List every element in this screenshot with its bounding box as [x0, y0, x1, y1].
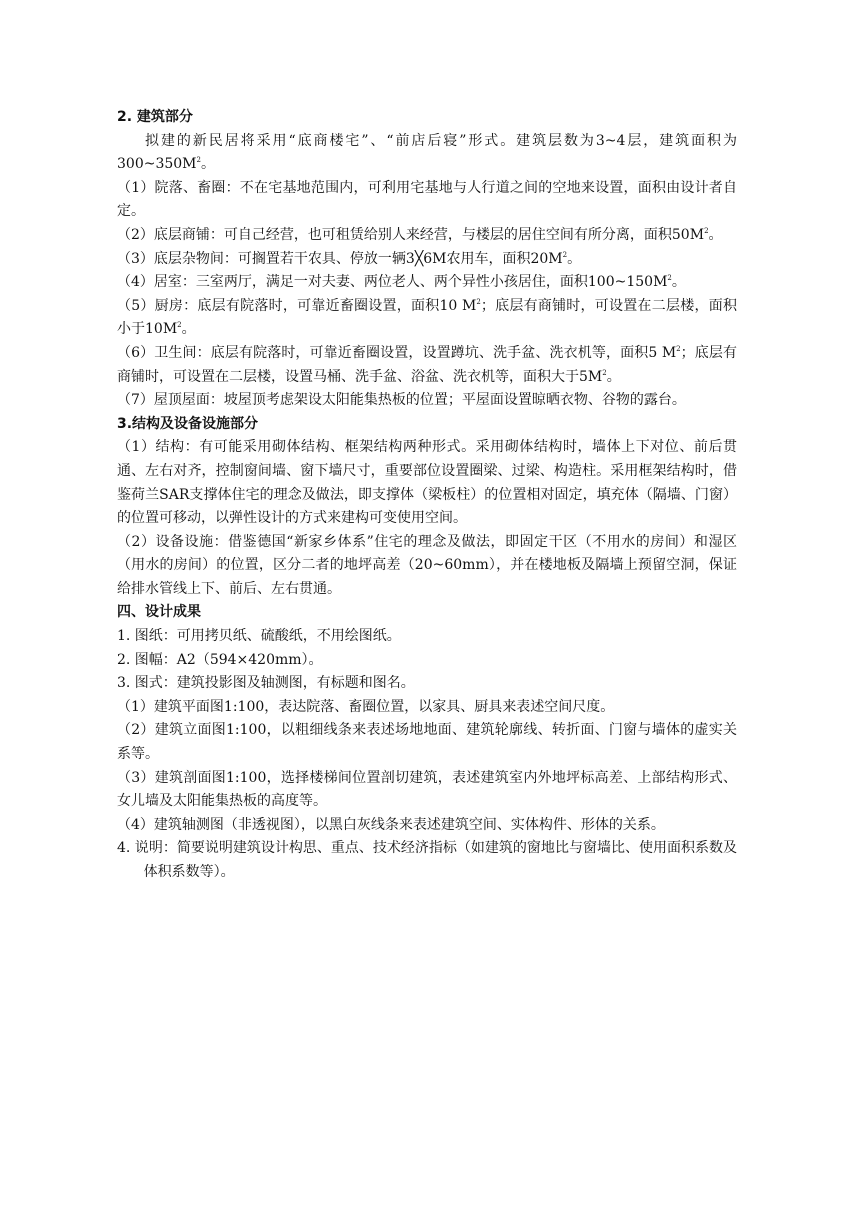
paragraph	[117, 531, 737, 602]
superscript: 2	[704, 226, 709, 235]
superscript: 2	[177, 321, 182, 330]
text-run: （2）底层商铺：可自己经营，也可租赁给别人来经营，与楼层的居住空间有所分离，面积50M	[117, 226, 705, 243]
paragraph	[117, 130, 737, 177]
text-run: （3）底层杂物间：可搁置若干农具、停放一辆3╳6M农用车，面积20M	[117, 250, 563, 267]
text-run: 。	[567, 250, 582, 267]
text-run: 。	[671, 274, 686, 291]
text-run: ；底层有商铺时，可设置在二层楼，面积小于10M	[117, 297, 737, 338]
paragraph	[117, 625, 737, 649]
superscript: 2	[676, 344, 681, 353]
text-run: （2）建筑立面图1:100，以粗细线条来表述场地地面、建筑轮廓线、转折面、门窗与墙体的虚实关系等。	[117, 722, 737, 763]
paragraph	[117, 389, 737, 413]
text-run: 3. 图式：建筑投影图及轴测图，有标题和图名。	[117, 675, 415, 692]
text-run: 拟建的新民居将采用“底商楼宅”、“前店后寝”形式。建筑层数为3~4层，建筑面积为300~350M	[117, 132, 737, 173]
superscript: 2	[667, 274, 672, 283]
paragraph	[117, 295, 737, 342]
superscript: 2	[476, 297, 481, 306]
superscript: 2	[562, 250, 568, 259]
superscript: 2	[196, 156, 201, 165]
section-heading: 3.结构及设备设施部分	[117, 415, 259, 432]
text-run: （5）厨房：底层有院落时，可靠近畜圈设置，面积10 M	[117, 297, 477, 314]
section-heading: 2. 建筑部分	[117, 109, 193, 125]
paragraph	[117, 271, 737, 295]
text-run: 。	[708, 226, 723, 243]
text-run: （1）建筑平面图1:100，表达院落、畜圈位置，以家具、厨具来表述空间尺度。	[117, 698, 615, 715]
text-run: 1. 图纸：可用拷贝纸、硫酸纸，不用绘图纸。	[117, 628, 401, 645]
text-run: （7）屋顶屋面：坡屋顶考虑架设太阳能集热板的位置；平屋面设置晾晒衣物、谷物的露台。	[117, 392, 686, 409]
text-run: 4. 说明：简要说明建筑设计构思、重点、技术经济指标（如建筑的窗地比与窗墙比、使用面积系数及体积系数等）。	[117, 840, 737, 880]
text-run: （2）设备设施：借鉴德国“新家乡体系”住宅的理念及做法，即固定干区（不用水的房间）和湿区（用水的房间）的位置，区分二者的地坪高差（20~60mm），并在楼地板及隔墙上预留空洞，保证给排水管线上下、前后、左右贯通。	[117, 533, 737, 597]
paragraph	[117, 837, 737, 884]
text-run: 。	[181, 321, 196, 338]
text-run: （6）卫生间：底层有院落时，可靠近畜圈设置，设置蹲坑、洗手盆、洗衣机等，面积5 M	[117, 344, 677, 361]
paragraph	[117, 177, 737, 224]
text-run: （1）院落、畜圈：不在宅基地范围内，可利用宅基地与人行道之间的空地来设置，面积由设计者自定。	[117, 179, 737, 220]
paragraph	[117, 767, 737, 814]
text-run: （1）结构：有可能采用砌体结构、框架结构两种形式。采用砌体结构时，墙体上下对位、前后贯通、左右对齐，控制窗间墙、窗下墙尺寸，重要部位设置圈梁、过梁、构造柱。采用框架结构时，借鉴荷兰SAR支撑体住宅的理念及做法，即支撑体（梁板柱）的位置相对固定，填充体（隔墙、门窗）的位置可移动，以弹性设计的方式来建构可变使用空间。	[117, 439, 737, 527]
section-heading: 四、设计成果	[117, 604, 201, 621]
paragraph	[117, 342, 737, 389]
paragraph	[117, 436, 737, 530]
document-body	[117, 106, 737, 885]
paragraph	[117, 719, 737, 766]
text-run: 2. 图幅：A2（594×420mm）。	[117, 651, 323, 668]
text-run: ；底层有商铺时，可设置在二层楼，设置马桶、洗手盆、浴盆、洗衣机等，面积大于5M	[117, 344, 737, 385]
paragraph	[117, 224, 737, 248]
paragraph	[117, 248, 737, 272]
text-run: 。	[200, 156, 215, 173]
text-run: 。	[606, 368, 621, 385]
paragraph	[117, 696, 737, 720]
text-run: （4）居室：三室两厅，满足一对夫妻、两位老人、两个异性小孩居住，面积100~150M	[117, 274, 668, 291]
paragraph	[117, 649, 737, 673]
text-run: （4）建筑轴测图（非透视图），以黑白灰线条来表述建筑空间、实体构件、形体的关系。	[117, 816, 665, 833]
superscript: 2	[602, 368, 607, 377]
paragraph	[117, 672, 737, 696]
paragraph	[117, 814, 737, 838]
text-run: （3）建筑剖面图1:100，选择楼梯间位置剖切建筑，表述建筑室内外地坪标高差、上部结构形式、女儿墙及太阳能集热板的高度等。	[117, 769, 737, 810]
